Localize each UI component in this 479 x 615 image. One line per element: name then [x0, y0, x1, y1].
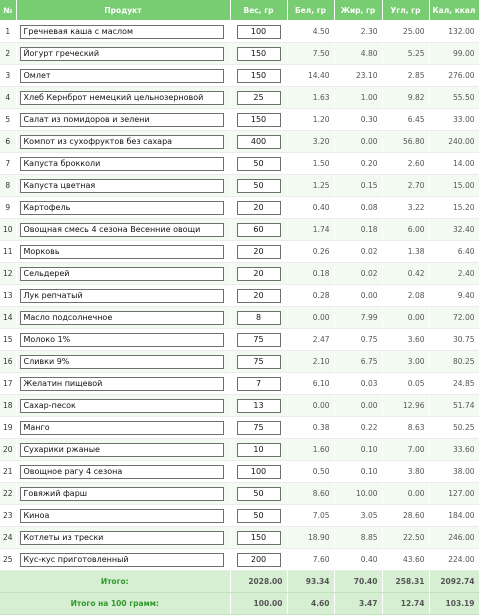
protein-cell: 2.47 [287, 329, 334, 351]
protein-cell: 7.60 [287, 549, 334, 571]
totals-weight: 2028.00 [230, 571, 287, 593]
per100-weight: 100.00 [230, 593, 287, 615]
fat-cell: 4.80 [334, 43, 382, 65]
protein-cell: 2.10 [287, 351, 334, 373]
table-row [0, 417, 479, 439]
table-row [0, 307, 479, 329]
kcal-cell: 276.00 [429, 65, 479, 87]
kcal-cell: 38.00 [429, 461, 479, 483]
kcal-cell: 15.00 [429, 175, 479, 197]
protein-cell: 7.05 [287, 505, 334, 527]
weight-input[interactable]: 200 [237, 553, 281, 567]
carbs-cell: 0.00 [382, 307, 429, 329]
weight-cell [230, 65, 287, 87]
fat-cell: 0.00 [334, 131, 382, 153]
row-number: 22 [0, 483, 16, 505]
kcal-cell: 240.00 [429, 131, 479, 153]
product-cell [16, 549, 230, 571]
carbs-cell: 7.00 [382, 439, 429, 461]
per100-label: Итого на 100 грамм: [0, 593, 230, 615]
table-row [0, 439, 479, 461]
carbs-cell: 5.25 [382, 43, 429, 65]
weight-cell [230, 241, 287, 263]
protein-cell: 18.90 [287, 527, 334, 549]
row-number: 20 [0, 439, 16, 461]
product-input[interactable]: Омлет [20, 69, 224, 83]
weight-input[interactable]: 20 [237, 201, 281, 215]
fat-cell: 0.10 [334, 439, 382, 461]
fat-cell: 0.10 [334, 461, 382, 483]
col-header-carbs: Угл, гр [382, 0, 429, 21]
weight-input[interactable]: 150 [237, 531, 281, 545]
totals-kcal: 2092.74 [429, 571, 479, 593]
row-number: 18 [0, 395, 16, 417]
row-number: 17 [0, 373, 16, 395]
fat-cell: 3.05 [334, 505, 382, 527]
product-cell [16, 373, 230, 395]
kcal-cell: 127.00 [429, 483, 479, 505]
product-input[interactable]: Сливки 9% [20, 355, 224, 369]
carbs-cell: 2.70 [382, 175, 429, 197]
product-input[interactable]: Сахар-песок [20, 399, 224, 413]
protein-cell: 0.40 [287, 197, 334, 219]
kcal-cell: 6.40 [429, 241, 479, 263]
fat-cell: 2.30 [334, 21, 382, 43]
carbs-cell: 28.60 [382, 505, 429, 527]
product-cell [16, 285, 230, 307]
product-cell [16, 483, 230, 505]
product-input[interactable]: Сельдерей [20, 267, 224, 281]
carbs-cell: 8.63 [382, 417, 429, 439]
product-cell [16, 351, 230, 373]
carbs-cell: 6.45 [382, 109, 429, 131]
weight-cell [230, 43, 287, 65]
weight-cell [230, 219, 287, 241]
table-row [0, 329, 479, 351]
carbs-cell: 1.38 [382, 241, 429, 263]
product-cell [16, 65, 230, 87]
product-input[interactable]: Кус-кус приготовленный [20, 553, 224, 567]
product-cell [16, 395, 230, 417]
table-row [0, 21, 479, 43]
table-header [0, 0, 479, 21]
protein-cell: 0.26 [287, 241, 334, 263]
weight-cell [230, 307, 287, 329]
weight-input[interactable]: 13 [237, 399, 281, 413]
protein-cell: 1.50 [287, 153, 334, 175]
product-cell [16, 21, 230, 43]
totals-row [0, 571, 479, 593]
col-header-kcal: Кал, ккал [429, 0, 479, 21]
carbs-cell: 43.60 [382, 549, 429, 571]
weight-cell [230, 395, 287, 417]
product-input[interactable]: Масло подсолнечное [20, 311, 224, 325]
weight-cell [230, 417, 287, 439]
product-input[interactable]: Гречневая каша с маслом [20, 25, 224, 39]
table-row [0, 483, 479, 505]
fat-cell: 8.85 [334, 527, 382, 549]
weight-input[interactable]: 8 [237, 311, 281, 325]
weight-input[interactable]: 150 [237, 69, 281, 83]
weight-cell [230, 439, 287, 461]
per100-kcal: 103.19 [429, 593, 479, 615]
per100-fat: 3.47 [334, 593, 382, 615]
fat-cell: 0.02 [334, 241, 382, 263]
product-input[interactable]: Капуста брокколи [20, 157, 224, 171]
fat-cell: 0.00 [334, 285, 382, 307]
product-input[interactable]: Салат из помидоров и зелени [20, 113, 224, 127]
kcal-cell: 224.00 [429, 549, 479, 571]
carbs-cell: 3.80 [382, 461, 429, 483]
carbs-cell: 6.00 [382, 219, 429, 241]
weight-cell [230, 263, 287, 285]
carbs-cell: 2.85 [382, 65, 429, 87]
kcal-cell: 30.75 [429, 329, 479, 351]
weight-input[interactable]: 400 [237, 135, 281, 149]
product-cell [16, 461, 230, 483]
table-footer [0, 571, 479, 615]
carbs-cell: 0.42 [382, 263, 429, 285]
protein-cell: 0.50 [287, 461, 334, 483]
product-cell [16, 263, 230, 285]
fat-cell: 23.10 [334, 65, 382, 87]
col-header-number: № [0, 0, 16, 21]
weight-cell [230, 175, 287, 197]
protein-cell: 1.20 [287, 109, 334, 131]
protein-cell: 1.74 [287, 219, 334, 241]
product-cell [16, 527, 230, 549]
col-header-fat: Жир, гр [334, 0, 382, 21]
product-cell [16, 307, 230, 329]
weight-input[interactable]: 50 [237, 179, 281, 193]
carbs-cell: 22.50 [382, 527, 429, 549]
kcal-cell: 50.25 [429, 417, 479, 439]
weight-cell [230, 527, 287, 549]
product-input[interactable]: Желатин пищевой [20, 377, 224, 391]
weight-cell [230, 505, 287, 527]
carbs-cell: 12.96 [382, 395, 429, 417]
weight-input[interactable]: 20 [237, 245, 281, 259]
protein-cell: 14.40 [287, 65, 334, 87]
row-number: 11 [0, 241, 16, 263]
carbs-cell: 0.00 [382, 483, 429, 505]
weight-input[interactable]: 10 [237, 443, 281, 457]
kcal-cell: 14.00 [429, 153, 479, 175]
totals-carbs: 258.31 [382, 571, 429, 593]
product-cell [16, 417, 230, 439]
row-number: 19 [0, 417, 16, 439]
kcal-cell: 55.50 [429, 87, 479, 109]
col-header-product: Продукт [16, 0, 230, 21]
protein-cell: 0.18 [287, 263, 334, 285]
weight-input[interactable]: 100 [237, 465, 281, 479]
fat-cell: 0.02 [334, 263, 382, 285]
weight-cell [230, 461, 287, 483]
weight-cell [230, 153, 287, 175]
product-cell [16, 87, 230, 109]
product-input[interactable]: Лук репчатый [20, 289, 224, 303]
kcal-cell: 80.25 [429, 351, 479, 373]
row-number: 5 [0, 109, 16, 131]
product-input[interactable]: Сухарики ржаные [20, 443, 224, 457]
per100-row [0, 593, 479, 615]
protein-cell: 6.10 [287, 373, 334, 395]
fat-cell: 0.08 [334, 197, 382, 219]
totals-label: Итого: [0, 571, 230, 593]
table-body [0, 21, 479, 571]
totals-protein: 93.34 [287, 571, 334, 593]
weight-cell [230, 109, 287, 131]
carbs-cell: 3.22 [382, 197, 429, 219]
product-cell [16, 505, 230, 527]
carbs-cell: 3.00 [382, 351, 429, 373]
product-cell [16, 329, 230, 351]
product-cell [16, 175, 230, 197]
weight-input[interactable]: 150 [237, 113, 281, 127]
totals-fat: 70.40 [334, 571, 382, 593]
product-cell [16, 439, 230, 461]
protein-cell: 0.28 [287, 285, 334, 307]
product-input[interactable]: Котлеты из трески [20, 531, 224, 545]
weight-cell [230, 131, 287, 153]
product-input[interactable]: Хлеб Кернброт немецкий цельнозерновой [20, 91, 224, 105]
protein-cell: 8.60 [287, 483, 334, 505]
table-row [0, 505, 479, 527]
product-cell [16, 43, 230, 65]
per100-carbs: 12.74 [382, 593, 429, 615]
protein-cell: 1.60 [287, 439, 334, 461]
product-input[interactable]: Морковь [20, 245, 224, 259]
carbs-cell: 9.82 [382, 87, 429, 109]
protein-cell: 0.00 [287, 395, 334, 417]
protein-cell: 1.25 [287, 175, 334, 197]
table-row [0, 87, 479, 109]
row-number: 6 [0, 131, 16, 153]
weight-cell [230, 329, 287, 351]
kcal-cell: 33.60 [429, 439, 479, 461]
row-number: 14 [0, 307, 16, 329]
fat-cell: 0.18 [334, 219, 382, 241]
table-row [0, 65, 479, 87]
table-row [0, 219, 479, 241]
fat-cell: 0.20 [334, 153, 382, 175]
row-number: 23 [0, 505, 16, 527]
row-number: 21 [0, 461, 16, 483]
weight-input[interactable]: 7 [237, 377, 281, 391]
product-cell [16, 109, 230, 131]
carbs-cell: 0.05 [382, 373, 429, 395]
kcal-cell: 72.00 [429, 307, 479, 329]
row-number: 16 [0, 351, 16, 373]
weight-cell [230, 549, 287, 571]
table-row [0, 241, 479, 263]
kcal-cell: 246.00 [429, 527, 479, 549]
row-number: 12 [0, 263, 16, 285]
weight-input[interactable]: 75 [237, 355, 281, 369]
row-number: 4 [0, 87, 16, 109]
row-number: 8 [0, 175, 16, 197]
protein-cell: 1.63 [287, 87, 334, 109]
row-number: 13 [0, 285, 16, 307]
row-number: 7 [0, 153, 16, 175]
product-input[interactable]: Овощное рагу 4 сезона [20, 465, 224, 479]
col-header-weight: Вес, гр [230, 0, 287, 21]
table-row [0, 109, 479, 131]
fat-cell: 6.75 [334, 351, 382, 373]
table-row [0, 395, 479, 417]
fat-cell: 0.00 [334, 395, 382, 417]
col-header-protein: Бел, гр [287, 0, 334, 21]
kcal-cell: 51.74 [429, 395, 479, 417]
product-input[interactable]: Овощная смесь 4 сезона Весенние овощи [20, 223, 224, 237]
table-row [0, 285, 479, 307]
row-number: 9 [0, 197, 16, 219]
table-row [0, 263, 479, 285]
row-number: 10 [0, 219, 16, 241]
carbs-cell: 2.60 [382, 153, 429, 175]
kcal-cell: 132.00 [429, 21, 479, 43]
carbs-cell: 2.08 [382, 285, 429, 307]
product-input[interactable]: Говяжий фарш [20, 487, 224, 501]
product-input[interactable]: Киноа [20, 509, 224, 523]
weight-input[interactable]: 100 [237, 25, 281, 39]
product-input[interactable]: Манго [20, 421, 224, 435]
weight-input[interactable]: 60 [237, 223, 281, 237]
weight-cell [230, 87, 287, 109]
carbs-cell: 56.80 [382, 131, 429, 153]
weight-input[interactable]: 75 [237, 333, 281, 347]
fat-cell: 10.00 [334, 483, 382, 505]
fat-cell: 1.00 [334, 87, 382, 109]
row-number: 3 [0, 65, 16, 87]
product-input[interactable]: Капуста цветная [20, 179, 224, 193]
table-row [0, 461, 479, 483]
kcal-cell: 2.40 [429, 263, 479, 285]
protein-cell: 0.38 [287, 417, 334, 439]
protein-cell: 7.50 [287, 43, 334, 65]
fat-cell: 0.03 [334, 373, 382, 395]
product-input[interactable]: Молоко 1% [20, 333, 224, 347]
table-row [0, 153, 479, 175]
product-input[interactable]: Йогурт греческий [20, 47, 224, 61]
per100-protein: 4.60 [287, 593, 334, 615]
table-row [0, 351, 479, 373]
product-cell [16, 153, 230, 175]
weight-input[interactable]: 25 [237, 91, 281, 105]
kcal-cell: 15.20 [429, 197, 479, 219]
kcal-cell: 24.85 [429, 373, 479, 395]
weight-cell [230, 197, 287, 219]
carbs-cell: 3.60 [382, 329, 429, 351]
weight-input[interactable]: 75 [237, 421, 281, 435]
row-number: 25 [0, 549, 16, 571]
table-row [0, 43, 479, 65]
weight-cell [230, 351, 287, 373]
weight-input[interactable]: 20 [237, 267, 281, 281]
weight-input[interactable]: 50 [237, 157, 281, 171]
product-cell [16, 131, 230, 153]
weight-input[interactable]: 20 [237, 289, 281, 303]
carbs-cell: 25.00 [382, 21, 429, 43]
row-number: 24 [0, 527, 16, 549]
fat-cell: 0.30 [334, 109, 382, 131]
product-cell [16, 241, 230, 263]
table-row [0, 527, 479, 549]
fat-cell: 7.99 [334, 307, 382, 329]
product-input[interactable]: Компот из сухофруктов без сахара [20, 135, 224, 149]
kcal-cell: 33.00 [429, 109, 479, 131]
table-row [0, 549, 479, 571]
weight-input[interactable]: 50 [237, 509, 281, 523]
weight-cell [230, 373, 287, 395]
table-row [0, 175, 479, 197]
fat-cell: 0.22 [334, 417, 382, 439]
weight-cell [230, 285, 287, 307]
fat-cell: 0.40 [334, 549, 382, 571]
kcal-cell: 9.40 [429, 285, 479, 307]
row-number: 15 [0, 329, 16, 351]
table-row [0, 373, 479, 395]
table-row [0, 197, 479, 219]
fat-cell: 0.75 [334, 329, 382, 351]
product-cell [16, 197, 230, 219]
kcal-cell: 184.00 [429, 505, 479, 527]
kcal-cell: 32.40 [429, 219, 479, 241]
weight-input[interactable]: 50 [237, 487, 281, 501]
weight-input[interactable]: 150 [237, 47, 281, 61]
row-number: 1 [0, 21, 16, 43]
protein-cell: 0.00 [287, 307, 334, 329]
table-row [0, 131, 479, 153]
protein-cell: 3.20 [287, 131, 334, 153]
fat-cell: 0.15 [334, 175, 382, 197]
kcal-cell: 99.00 [429, 43, 479, 65]
row-number: 2 [0, 43, 16, 65]
product-cell [16, 219, 230, 241]
protein-cell: 4.50 [287, 21, 334, 43]
weight-cell [230, 21, 287, 43]
weight-cell [230, 483, 287, 505]
product-input[interactable]: Картофель [20, 201, 224, 215]
